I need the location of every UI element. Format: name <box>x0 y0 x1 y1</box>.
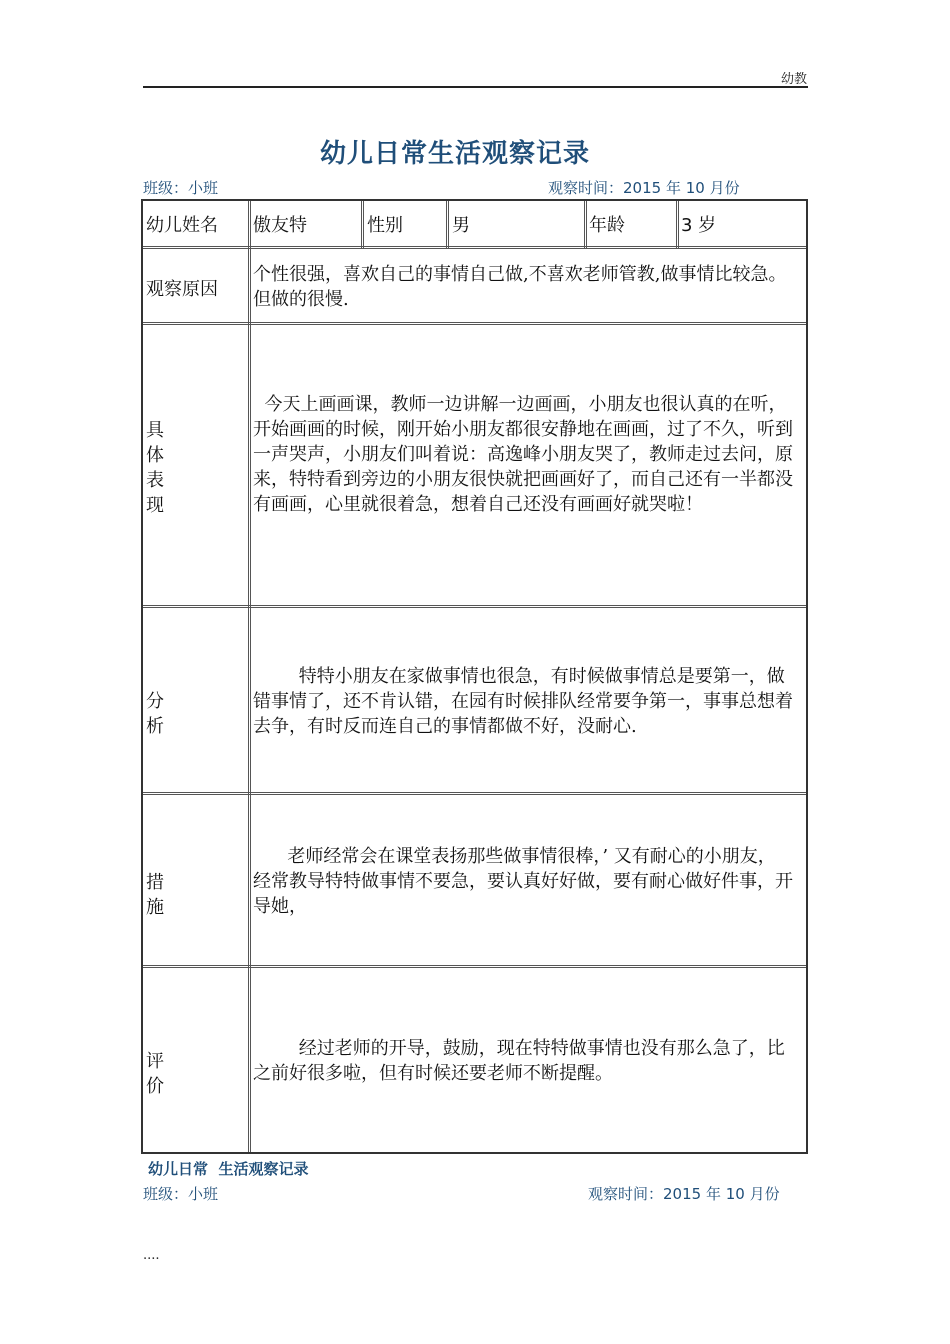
footer-title: 幼儿日常 生活观察记录 <box>148 1160 309 1178</box>
page-title: 幼儿日常生活观察记录 <box>319 139 590 169</box>
label-column-divider <box>248 201 251 1152</box>
time-year: 2015 <box>623 179 662 197</box>
observation-time <box>548 177 740 198</box>
evaluation-label: 评价 <box>146 1051 164 1097</box>
row-divider <box>143 792 806 795</box>
evaluation-text: 经过老师的开导，鼓励，现在特特做事情也没有那么急了，比之前好很多啦，但有时候还要老师不断提醒。 <box>253 1038 785 1084</box>
row-divider <box>143 965 806 968</box>
analysis-label: 分析 <box>146 691 164 737</box>
age-value <box>681 213 716 238</box>
name-value: 傲友特 <box>253 215 307 236</box>
header-rule <box>143 86 808 88</box>
analysis-text: 特特小朋友在家做事情也很急，有时候做事情总是要第一，做错事情了，还不肯认错，在园有时候排队经常要争第一，事事总想着去争，有时反而连自己的事情都做不好，没耐心. <box>253 666 793 737</box>
column-divider <box>584 201 587 248</box>
measures-label: 措施 <box>146 872 164 918</box>
footer-time-mid: 年 <box>701 1185 726 1203</box>
footer-time-month: 10 <box>725 1185 745 1203</box>
reason-label: 观察原因 <box>146 279 218 300</box>
time-prefix: 观察时间： <box>548 179 624 197</box>
row-divider <box>143 322 806 325</box>
age-number: 3 <box>681 215 693 236</box>
footer-class-label: 班级：小班 <box>143 1185 219 1203</box>
column-divider <box>676 201 679 248</box>
behavior-label: 具体表现 <box>146 420 164 516</box>
gender-label: 性别 <box>367 215 403 236</box>
row-divider <box>143 246 806 249</box>
column-divider <box>361 201 364 248</box>
name-label: 幼儿姓名 <box>146 215 218 236</box>
row-divider <box>143 605 806 608</box>
footer-observation-time <box>588 1183 780 1204</box>
age-label: 年龄 <box>589 215 625 236</box>
footer-time-suffix: 月份 <box>744 1185 780 1203</box>
column-divider <box>446 201 449 248</box>
age-unit: 岁 <box>692 215 717 236</box>
measures-text: 老师经常会在课堂表扬那些做事情很棒，’ 又有耐心的小朋友，经常教导特特做事情不要急，要认真好好做，要有耐心做好件事，开导她， <box>253 846 793 917</box>
time-month: 10 <box>685 179 705 197</box>
footer-time-prefix: 观察时间： <box>588 1185 664 1203</box>
class-label: 班级：小班 <box>143 179 219 197</box>
gender-value: 男 <box>452 215 470 236</box>
behavior-text: 今天上画画课，教师一边讲解一边画画，小朋友也很认真的在听，开始画画的时候，刚开始小朋友都很安静地在画画，过了不久，听到一声哭声，小朋友们叫着说：高逸峰小朋友哭了，教师走过去问，原来，特特看到旁边的小朋友很快就把画画好了，而自己还有一半都没有画画，心里就很着急，想着自己还没有画画好就哭啦！ <box>253 394 793 515</box>
footer-dots: .... <box>143 1248 160 1263</box>
footer-time-year: 2015 <box>663 1185 702 1203</box>
reason-text: 个性很强，喜欢自己的事情自己做,不喜欢老师管教,做事情比较急。 但做的很慢. <box>253 264 821 310</box>
time-suffix: 月份 <box>704 179 740 197</box>
time-mid: 年 <box>661 179 686 197</box>
header-tag: 幼教 <box>780 72 807 87</box>
